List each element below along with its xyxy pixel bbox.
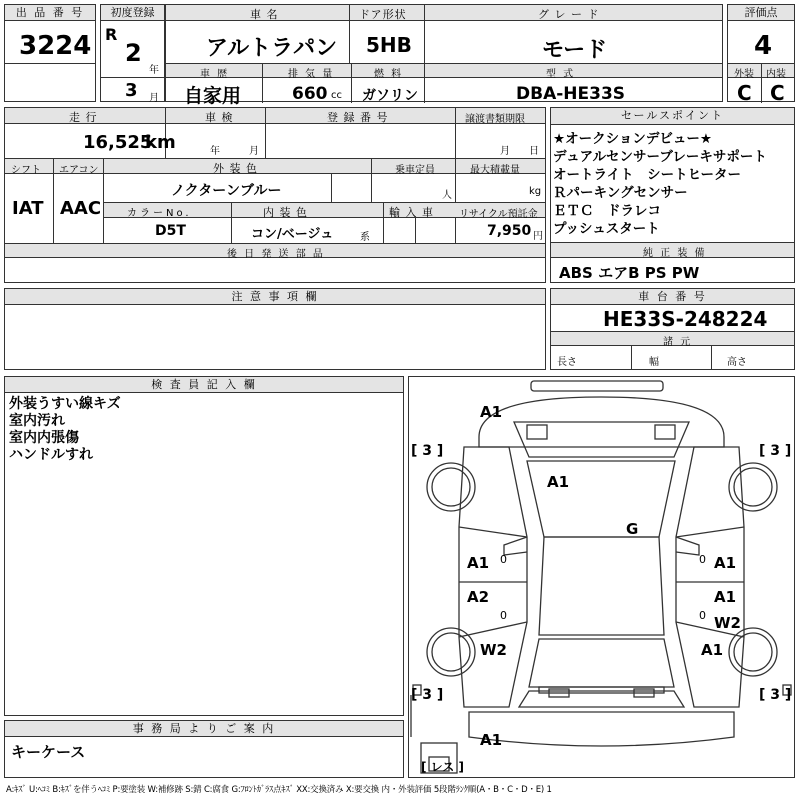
- history-value: 自家用: [184, 85, 242, 107]
- int-color-value: コン/ベージュ: [251, 227, 334, 242]
- inspector-box: [4, 376, 404, 716]
- year-value: 2: [125, 39, 142, 67]
- sales-point-line: オートライト シートヒーター: [553, 167, 742, 183]
- damage-mark-left-front-door: A1: [467, 554, 490, 572]
- length-label: 長さ: [557, 357, 577, 368]
- inspector-note-line: ハンドルすれ: [9, 447, 93, 463]
- model-value: DBA-HE33S: [516, 84, 626, 104]
- tire-tag-rear-left: [ 3 ]: [411, 687, 444, 703]
- inspector-notes: [9, 396, 121, 464]
- import-label: 輸 入 車: [389, 206, 434, 219]
- car-diagram: [409, 377, 794, 777]
- recycle-value: 7,950: [487, 223, 532, 239]
- year-unit: 年: [149, 65, 159, 76]
- damage-mark-right-quarter: W2: [714, 614, 741, 632]
- zero-mark: 0: [500, 553, 507, 566]
- damage-mark-hood: A1: [547, 473, 570, 491]
- displacement-label: 排 気 量: [288, 69, 335, 80]
- car-info-box: [165, 4, 723, 107]
- chassis-box: [550, 288, 795, 370]
- damage-mark-right-front-door: A1: [714, 554, 737, 572]
- capacity-label: 乗車定員: [395, 165, 435, 176]
- tire-tag-front-left: [ 3 ]: [411, 443, 444, 459]
- spec-label: 諸 元: [663, 337, 693, 348]
- notes-box: [4, 288, 546, 370]
- lot-number-value: 3224: [19, 31, 92, 61]
- era-label: R: [105, 25, 118, 44]
- score-value: 4: [754, 31, 773, 61]
- ac-value: AAC: [60, 198, 102, 219]
- reg-no-label: 登 録 番 号: [327, 111, 389, 124]
- mileage-value: 16,525: [83, 132, 153, 153]
- color-no-value: D5T: [155, 223, 186, 239]
- sales-point-line: Ｒパーキングセンサー: [553, 185, 688, 201]
- grade-label: グ レ ー ド: [538, 8, 600, 21]
- exterior-label: 外装: [734, 69, 754, 80]
- shift-value: IAT: [12, 198, 44, 219]
- width-label: 幅: [649, 357, 659, 368]
- ext-color-value: ノクターンブルー: [171, 183, 282, 199]
- inspection-year: 年: [210, 146, 220, 157]
- tire-tag-rear-right: [ 3 ]: [759, 687, 792, 703]
- chassis-label: 車 台 番 号: [551, 289, 794, 305]
- car-name-value: アルトラパン: [206, 36, 338, 61]
- interior-value: C: [770, 81, 785, 105]
- damage-mark-rear-bumper: A1: [480, 731, 503, 749]
- notes-label: 注 意 事 項 欄: [5, 289, 545, 305]
- mileage-label: 走 行: [69, 111, 98, 124]
- grade-value: モード: [542, 38, 608, 63]
- fuel-value: ガソリン: [362, 88, 418, 104]
- damage-mark-right-rear-door: A1: [714, 588, 737, 606]
- score-box: [727, 4, 795, 105]
- spare-tire-label: [ レス ]: [421, 760, 464, 774]
- sales-point-line: プッシュスタート: [553, 221, 660, 237]
- sales-points-box: [550, 107, 795, 283]
- capacity-unit: 人: [442, 190, 452, 201]
- first-registration-box: [100, 4, 165, 102]
- max-load-label: 最大積載量: [470, 165, 520, 176]
- recycle-label: リサイクル預託金: [459, 209, 538, 220]
- month-unit: 月: [149, 93, 159, 104]
- vehicle-details-box: [4, 107, 546, 283]
- inspector-note-line: 外装うすい線キズ: [9, 396, 121, 412]
- inspection-month: 月: [249, 146, 259, 157]
- damage-mark-right-rear-fender: A1: [701, 641, 724, 659]
- door-label: ドア形状: [359, 8, 407, 21]
- legend-text: A:ｷｽﾞ U:ﾍｺﾐ B:ｷｽﾞを伴うﾍｺﾐ P:要塗装 W:補修跡 S:錆 C:腐食 G:ﾌﾛﾝﾄｶﾞﾗｽ点ｷｽﾞ XX:交換済み X:要交換 内・外装評価 5段階ﾗﾝｸ順(A・B・C・D・E) 1: [6, 785, 552, 795]
- inspector-label: 検 査 員 記 入 欄: [5, 377, 403, 393]
- office-value: キーケース: [11, 743, 86, 761]
- chassis-value: HE33S-248224: [603, 307, 768, 331]
- displacement-unit: cc: [331, 90, 342, 101]
- equipment-value: ABS エアB PS PW: [559, 264, 700, 282]
- first-registration-label: 初度登録: [101, 5, 164, 21]
- zero-mark: 0: [699, 609, 706, 622]
- sales-point-line: デュアルセンサーブレーキサポート: [553, 149, 767, 165]
- color-no-label: カラーNo.: [127, 208, 192, 219]
- int-color-suffix: 系: [360, 232, 370, 243]
- later-parts-label: 後 日 発 送 部 品: [227, 249, 325, 260]
- shift-label: シフト: [11, 165, 41, 176]
- history-label: 車 歴: [200, 69, 230, 80]
- car-name-label: 車 名: [250, 8, 279, 21]
- inspection-label: 車 検: [205, 111, 234, 124]
- damage-mark-front-bumper: A1: [480, 403, 503, 421]
- zero-mark: 0: [500, 609, 507, 622]
- recycle-unit: 円: [533, 231, 543, 242]
- zero-mark: 0: [699, 553, 706, 566]
- displacement-value: 660: [292, 84, 328, 104]
- ext-color-label: 外 装 色: [213, 162, 258, 175]
- door-value: 5HB: [366, 33, 412, 57]
- sales-point-line: ＥＴＣ ドラレコ: [553, 203, 661, 219]
- sales-points-label: セールスポイント: [551, 108, 794, 125]
- mileage-unit: km: [145, 132, 176, 153]
- sales-points-list: [553, 130, 767, 238]
- transfer-month: 月: [500, 146, 510, 157]
- inspector-note-line: 室内汚れ: [9, 413, 65, 429]
- max-load-unit: kg: [529, 186, 542, 197]
- equipment-label: 純 正 装 備: [643, 248, 707, 259]
- lot-number-box: [4, 4, 96, 102]
- score-label: 評価点: [728, 5, 794, 21]
- inspector-note-line: 室内内張傷: [9, 430, 79, 446]
- damage-mark-left-rear-door: A2: [467, 588, 490, 606]
- model-label: 型 式: [546, 69, 576, 80]
- lot-number-label: 出 品 番 号: [5, 5, 95, 21]
- damage-diagram-box: [408, 376, 795, 778]
- transfer-label: 譲渡書類期限: [465, 114, 525, 125]
- damage-mark-left-quarter: W2: [480, 641, 507, 659]
- transfer-day: 日: [529, 146, 539, 157]
- sales-point-line: ★オークションデビュー★: [553, 131, 712, 147]
- int-color-label: 内 装 色: [263, 206, 308, 219]
- office-label: 事 務 局 よ り ご 案 内: [5, 721, 403, 737]
- interior-label: 内装: [766, 69, 786, 80]
- fuel-label: 燃 料: [374, 69, 404, 80]
- month-value: 3: [125, 80, 138, 101]
- height-label: 高さ: [727, 357, 747, 368]
- ac-label: エアコン: [59, 165, 99, 176]
- tire-tag-front-right: [ 3 ]: [759, 443, 792, 459]
- exterior-value: C: [737, 81, 752, 105]
- damage-mark-roof: G: [626, 520, 639, 538]
- office-box: [4, 720, 404, 778]
